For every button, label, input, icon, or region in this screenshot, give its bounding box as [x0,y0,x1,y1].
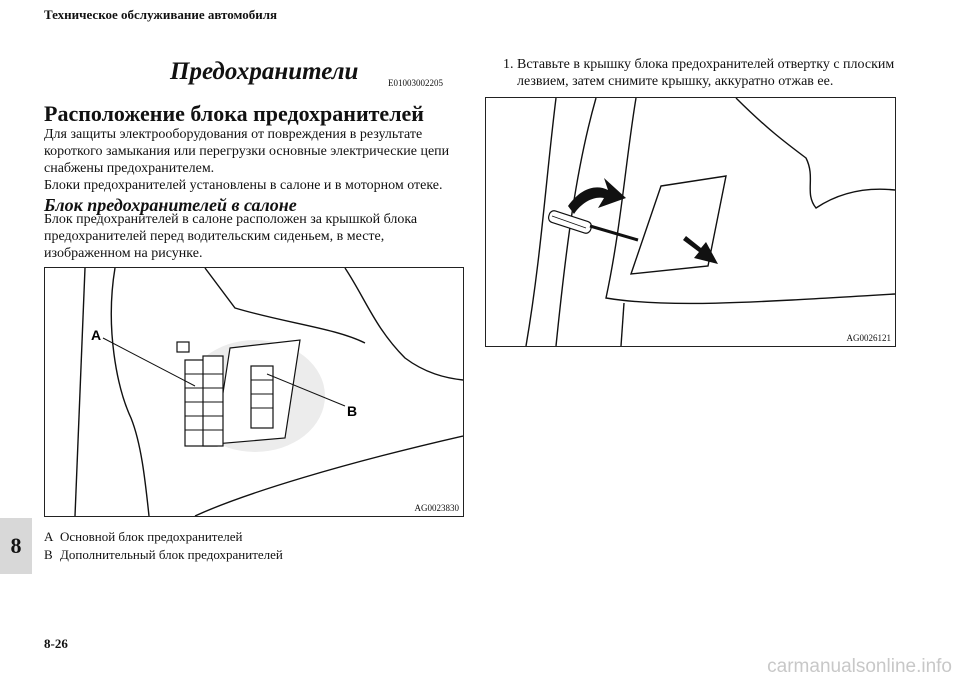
section-code: E01003002205 [388,78,443,88]
figure-legend [44,528,283,564]
paragraph-location [44,126,464,194]
text-line: Вставьте в крышку блока предохранителей отвертку с плоским [517,57,895,72]
cover-removal-illustration [486,98,895,346]
legend-text: Основной блок предохранителей [60,529,243,544]
trim-edge [205,268,365,343]
text-line: Блоки предохранителей установлены в салоне и в моторном отеке. [44,178,443,193]
figure-code: AG0026121 [846,333,891,343]
legend-item [44,528,283,546]
step-number: 1. [503,57,514,72]
chapter-tab [0,518,32,574]
watermark: carmanualsonline.info [767,656,952,677]
subsection-title-interior: Блок предохранителей в салоне [44,195,297,215]
page-number: 8-26 [44,636,68,651]
legend-text: Дополнительный блок предохранителей [60,547,283,562]
text-line: предохранителей перед водительским сиденьем, в месте, [44,229,385,244]
legend-letter: A [44,529,54,544]
figure-remove-cover [485,97,896,347]
paragraph-interior [44,211,464,262]
panel-curve [345,268,463,380]
text-line: Блок предохранителей в салоне расположен за крышкой блока [44,212,418,227]
legend-item [44,546,283,564]
pillar-line [75,268,85,516]
running-head: Техническое обслуживание автомобиля [44,7,278,22]
text-line: изображенном на рисунке. [44,246,203,261]
label-b: B [347,403,358,419]
step-text [517,56,923,90]
text-line: короткого замыкания или перегрузки основные электрические цепи [44,144,450,159]
fuse-box-illustration [45,268,463,516]
text-line: лезвием, затем снимите крышку, аккуратно отжав ее. [517,74,834,89]
figure-code: AG0023830 [414,503,459,513]
screwdriver-icon [547,209,638,240]
label-a: A [91,327,102,343]
step-1 [503,56,923,90]
dashboard-outline [111,268,149,516]
legend-letter: B [44,547,53,562]
text-line: снабжены предохранителем. [44,161,215,176]
figure-fuse-box-location [44,267,464,517]
subsection-title: Расположение блока предохранителей [44,101,424,126]
text-line: Для защиты электрооборудования от повреждения в результате [44,127,423,142]
section-title: Предохранители [170,58,359,85]
chapter-number: 8 [10,533,22,558]
